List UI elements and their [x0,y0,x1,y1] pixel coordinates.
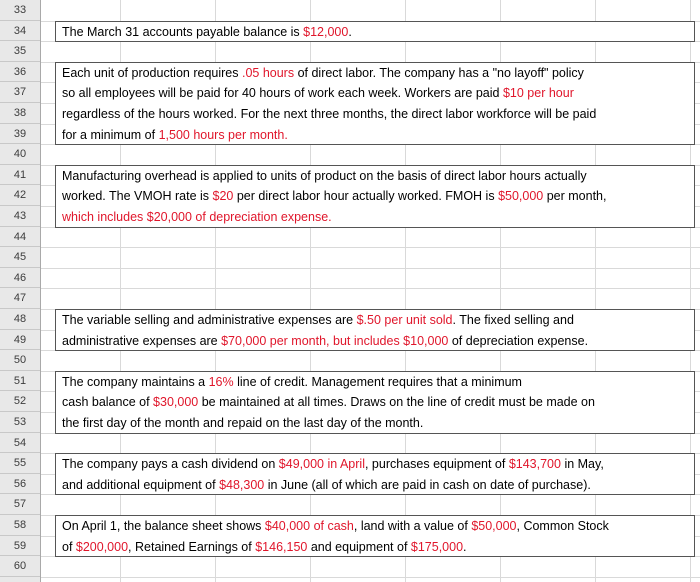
row-number[interactable]: 51 [0,371,40,392]
grid-row-line [41,247,700,248]
text-segment: and equipment of [307,539,411,554]
grid-row-line [41,288,700,289]
note-line [62,372,522,392]
text-segment: for a minimum of [62,127,159,142]
text-segment: and additional equipment of [62,477,220,492]
text-segment: On April 1, the balance sheet shows [62,519,265,533]
note-line [62,207,332,227]
highlighted-value: $70,000 per month, but includes $10,000 [221,333,449,348]
highlighted-value: $12,000 [303,24,349,39]
text-segment: per month, [543,189,607,204]
note-cell[interactable] [55,515,695,557]
row-number[interactable]: 48 [0,309,40,330]
highlighted-value: $50,000 [498,189,544,204]
text-segment: cash balance of [62,395,154,410]
text-segment: , purchases equipment of [364,457,509,472]
row-number[interactable]: 57 [0,494,40,515]
note-line [62,475,591,495]
row-number[interactable]: 50 [0,350,40,371]
text-segment: worked. The VMOH rate is [62,189,213,204]
note-line [62,125,288,145]
highlighted-value: $48,300 [219,477,265,492]
highlighted-value: $.50 per unit sold [356,313,453,327]
text-segment: The March 31 accounts payable balance is [62,24,304,39]
text-segment: . The fixed selling and [452,313,574,327]
note-line [62,331,588,351]
text-segment: . [348,24,352,39]
text-segment: The company pays a cash dividend on [62,457,279,472]
row-number[interactable]: 44 [0,227,40,248]
note-line [62,413,423,433]
row-number[interactable]: 43 [0,206,40,227]
note-line [62,516,609,536]
row-number[interactable]: 35 [0,41,40,62]
highlighted-value: $20 [212,189,234,204]
row-number[interactable]: 41 [0,165,40,186]
row-number[interactable]: 60 [0,556,40,577]
row-number[interactable]: 38 [0,103,40,124]
text-segment: , land with a value of [353,519,472,533]
text-segment: be maintained at all times. Draws on the line of credit must be made on [198,395,595,410]
grid-row-line [41,268,700,269]
row-number[interactable]: 56 [0,474,40,495]
row-number[interactable]: 42 [0,185,40,206]
text-segment: so all employees will be paid for 40 hours of work each week. Workers are paid [62,86,503,101]
highlighted-value: $200,000 [75,539,129,554]
note-line [62,104,596,124]
note-line [62,166,587,186]
text-segment: of depreciation expense. [448,333,589,348]
text-segment: of direct labor. The company has a "no layoff" policy [294,65,584,80]
text-segment: The company maintains a [62,374,209,389]
note-line [62,537,467,557]
row-number[interactable]: 58 [0,515,40,536]
row-number[interactable]: 54 [0,433,40,454]
note-line [62,392,595,412]
note-cell[interactable] [55,62,695,145]
highlighted-value: $30,000 [153,395,199,410]
row-number[interactable]: 55 [0,453,40,474]
note-line [62,454,604,474]
highlighted-value: $49,000 in April [278,457,365,472]
note-cell[interactable] [55,21,695,43]
text-segment: of [62,539,76,554]
row-number[interactable]: 37 [0,82,40,103]
row-number[interactable]: 47 [0,288,40,309]
text-segment: administrative expenses are [62,333,222,348]
row-number[interactable]: 53 [0,412,40,433]
row-number[interactable]: 39 [0,124,40,145]
row-number[interactable]: 46 [0,268,40,289]
text-segment: the first day of the month and repaid on the last day of the month. [62,415,424,430]
highlighted-value: $10 per hour [502,86,574,101]
row-number[interactable]: 49 [0,330,40,351]
highlighted-value: $175,000 [410,539,464,554]
note-cell[interactable] [55,165,695,228]
note-line [62,22,352,42]
note-cell[interactable] [55,309,695,351]
text-segment: The variable selling and administrative expenses are [62,313,357,327]
row-number[interactable]: 52 [0,391,40,412]
highlighted-value: $146,150 [255,539,308,554]
row-number[interactable]: 40 [0,144,40,165]
highlighted-value: $40,000 of cash [264,519,354,533]
highlighted-value: $50,000 [471,519,517,533]
text-segment: in June (all of which are paid in cash on date of purchase). [264,477,591,492]
text-segment: line of credit. Management requires that a minimum [233,374,522,389]
text-segment: Each unit of production requires [62,65,242,80]
text-segment: regardless of the hours worked. For the next three months, the direct labor workforce will be paid [62,106,597,121]
row-header-column [0,0,41,582]
highlighted-value: $143,700 [508,457,561,472]
text-segment: , Common Stock [516,519,609,533]
note-line [62,186,606,206]
row-number[interactable]: 36 [0,62,40,83]
row-number[interactable]: 45 [0,247,40,268]
row-number[interactable]: 33 [0,0,40,21]
text-segment: . [463,539,467,554]
highlighted-value: .05 hours [241,65,295,80]
row-number[interactable]: 34 [0,21,40,42]
text-segment: in May, [560,457,604,472]
note-line [62,83,574,103]
note-cell[interactable] [55,453,695,495]
highlighted-value: which includes $20,000 of depreciation expense. [62,209,332,224]
text-segment: Manufacturing overhead is applied to units of product on the basis of direct labor hours actually [62,168,587,183]
note-cell[interactable] [55,371,695,434]
highlighted-value: 1,500 hours per month. [158,127,288,142]
text-segment: , Retained Earnings of [128,539,256,554]
highlighted-value: 16% [208,374,234,389]
row-number[interactable]: 59 [0,536,40,557]
text-segment: per direct labor hour actually worked. FMOH is [233,189,499,204]
note-line [62,63,584,83]
note-line [62,310,574,330]
grid-row-line [41,577,700,578]
